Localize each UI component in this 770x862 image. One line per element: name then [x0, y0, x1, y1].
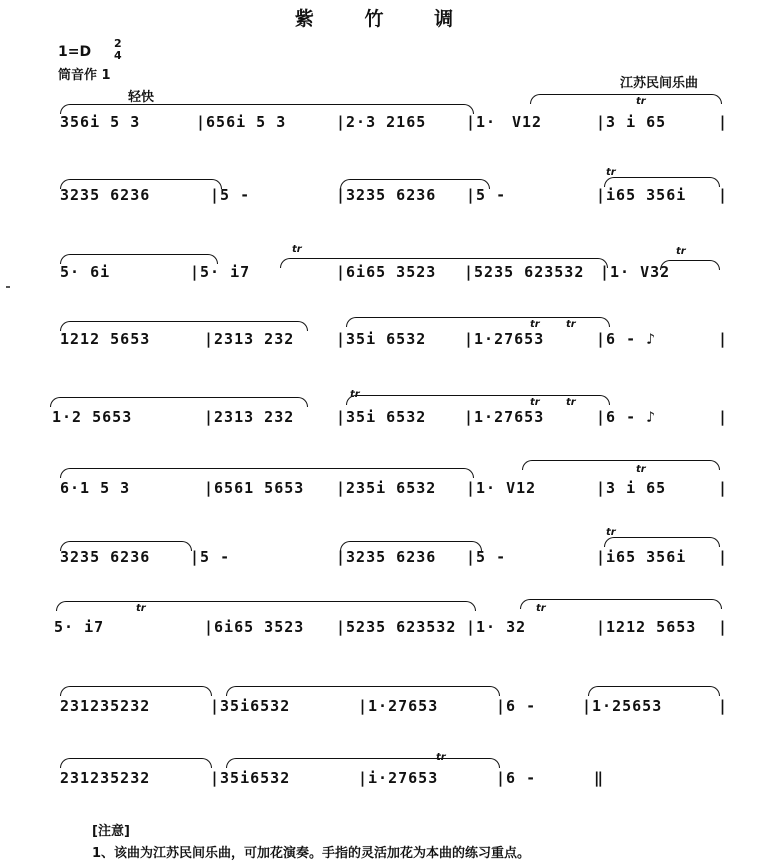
measure: 231235232: [60, 697, 151, 715]
measure: |1·27653: [358, 697, 439, 715]
measure: |6 -: [496, 769, 537, 787]
measure: 3235 6236: [60, 186, 151, 204]
trill-mark: tr: [136, 603, 146, 614]
measure: |1212 5653: [596, 618, 697, 636]
time-signature: [114, 38, 122, 62]
measure: |3 i 65: [596, 479, 667, 497]
measure: |2313 232: [204, 408, 295, 426]
trill-mark: tr: [530, 397, 540, 408]
barline: |: [718, 548, 729, 566]
phrase-slur: [60, 686, 212, 696]
measure: |35i6532: [210, 697, 291, 715]
measure: |5235 623532: [336, 618, 457, 636]
trill-mark: tr: [350, 389, 360, 400]
margin-dot: [6, 286, 10, 288]
trill-mark: tr: [566, 319, 576, 330]
trill-mark: tr: [536, 603, 546, 614]
measure: |6 - ♪: [596, 408, 657, 426]
barline: |: [718, 113, 729, 131]
measure: |6i65 3523: [336, 263, 437, 281]
measure: |235i 6532: [336, 479, 437, 497]
phrase-slur: [226, 758, 500, 768]
phrase-slur: [530, 94, 722, 104]
measure: |5· i7: [190, 263, 251, 281]
barline: |: [718, 408, 729, 426]
trill-mark: tr: [436, 752, 446, 763]
trill-mark: tr: [636, 464, 646, 475]
measure: V12: [512, 113, 543, 131]
trill-mark: tr: [530, 319, 540, 330]
notes-label: [注意]: [92, 824, 130, 839]
final-barline: ‖: [594, 769, 605, 787]
barline: |: [718, 186, 729, 204]
trill-mark: tr: [606, 527, 616, 538]
measure: 1·2 5653: [52, 408, 133, 426]
phrase-slur: [604, 537, 720, 547]
measure: |i65 356i: [596, 186, 687, 204]
measure: |5 -: [210, 186, 251, 204]
key-signature: 1=D: [58, 44, 92, 60]
tempo-marking: 轻快: [128, 90, 155, 105]
phrase-slur: [50, 397, 308, 407]
measure: |5 -: [466, 186, 507, 204]
phrase-slur: [60, 758, 212, 768]
trill-mark: tr: [606, 167, 616, 178]
measure: |1· V32: [600, 263, 671, 281]
measure: |6 -: [496, 697, 537, 715]
note-item: 1、该曲为江苏民间乐曲，可加花演奏。手指的灵活加花为本曲的练习重点。: [92, 846, 531, 861]
barline: |: [718, 479, 729, 497]
measure: |2·3 2165: [336, 113, 427, 131]
barline: |: [718, 618, 729, 636]
measure: |35i 6532: [336, 408, 427, 426]
measure: 6·1 5 3: [60, 479, 131, 497]
measure: |1· 32: [466, 618, 527, 636]
measure: |2313 232: [204, 330, 295, 348]
measure: |6 - ♪: [596, 330, 657, 348]
measure: |3235 6236: [336, 186, 437, 204]
measure: |6i65 3523: [204, 618, 305, 636]
measure: |1· V12: [466, 479, 537, 497]
trill-mark: tr: [636, 96, 646, 107]
fingering-note: 筒音作 1: [58, 68, 111, 83]
phrase-slur: [588, 686, 720, 696]
phrase-slur: [56, 601, 476, 611]
measure: |5 -: [190, 548, 231, 566]
measure: 231235232: [60, 769, 151, 787]
measure: |5235 623532: [464, 263, 585, 281]
phrase-slur: [60, 468, 474, 478]
measure: |5 -: [466, 548, 507, 566]
measure: |3235 6236: [336, 548, 437, 566]
measure: |3 i 65: [596, 113, 667, 131]
barline: |: [718, 697, 729, 715]
measure: 3235 6236: [60, 548, 151, 566]
trill-mark: tr: [566, 397, 576, 408]
measure: |i65 356i: [596, 548, 687, 566]
phrase-slur: [520, 599, 722, 609]
time-signature-top: 2: [114, 37, 122, 50]
phrase-slur: [522, 460, 720, 470]
measure: |656i 5 3: [196, 113, 287, 131]
measure: |1·: [466, 113, 497, 131]
measure: 5· i7: [54, 618, 105, 636]
trill-mark: tr: [676, 246, 686, 257]
time-signature-bottom: 4: [114, 49, 122, 62]
measure: |6561 5653: [204, 479, 305, 497]
measure: |1·27653: [464, 330, 545, 348]
page-title: 紫 竹 调: [294, 8, 476, 30]
barline: |: [718, 330, 729, 348]
measure: |1·27653: [464, 408, 545, 426]
measure: |1·25653: [582, 697, 663, 715]
measure: 356i 5 3: [60, 113, 141, 131]
source-credit: 江苏民间乐曲: [620, 76, 699, 91]
measure: 1212 5653: [60, 330, 151, 348]
phrase-slur: [226, 686, 500, 696]
measure: |35i6532: [210, 769, 291, 787]
measure: 5· 6i: [60, 263, 111, 281]
measure: |35i 6532: [336, 330, 427, 348]
measure: |i·27653: [358, 769, 439, 787]
trill-mark: tr: [292, 244, 302, 255]
